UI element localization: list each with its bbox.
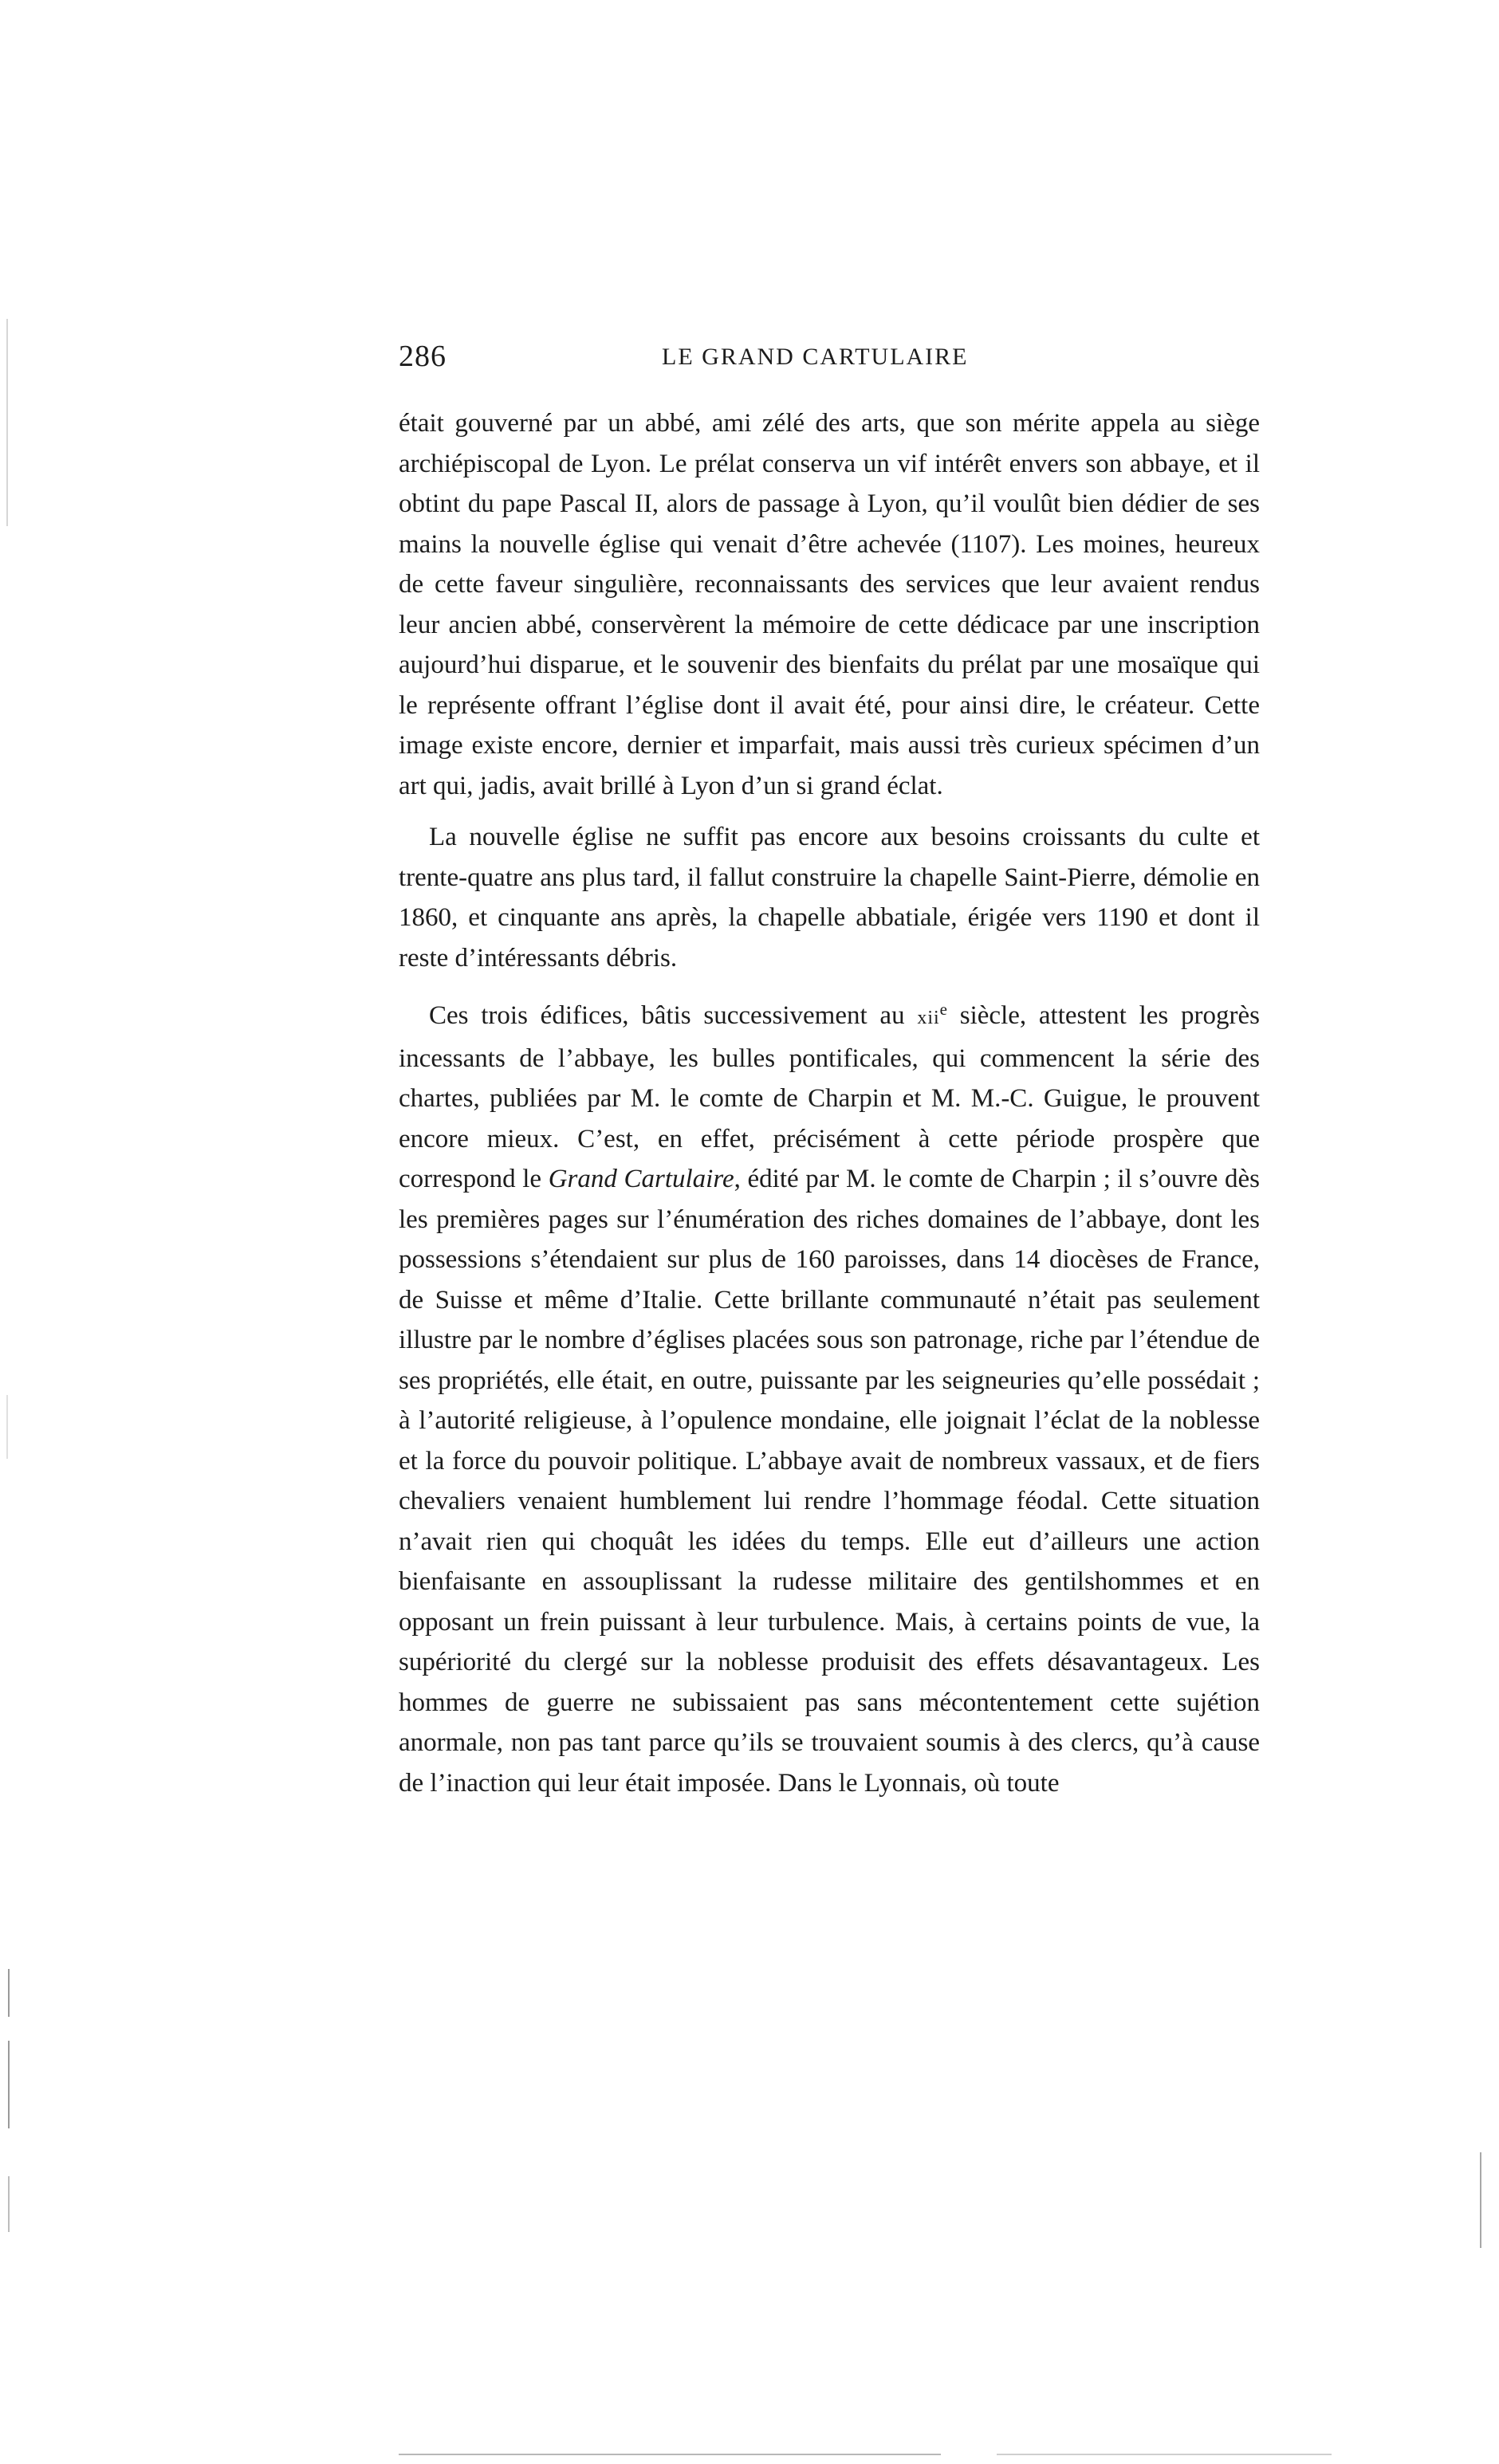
- paragraph-3-part-c: , édité par M. le comte de Charpin ; il s’ouvre dès les premières pages sur l’énumération des riches domaines de l’abbaye, dont les possessions s’étendaient sur plus de 160 paroisses, dans 14 diocèses de France, de Suisse et même d’Italie. Cette brillante communauté n’était pas seulement illustre par le nombre d’églises placées sous son patronage, riche par l’étendue de ses propriétés, elle était, en outre, puissante par les seigneuries qu’elle possédait ; à l’autorité religieuse, à l’opulence mondaine, elle joignait l’éclat de la noblesse et la force du pouvoir politique. L’abbaye avait de nombreux vassaux, et de fiers chevaliers venaient humblement lui rendre l’hommage féodal. Cette situation n’avait rien qui choquât les idées du temps. Elle eut d’ailleurs une action bienfaisante en assouplissant la rudesse militaire des gentilshommes et en opposant un frein puissant à leur turbulence. Mais, à certains points de vue, la supériorité du clergé sur la noblesse produisit des effets désavantageux. Les hommes de guerre ne subissaient pas sans mécontentement cette sujétion anormale, non pas tant parce qu’ils se trouvaient soumis à des clercs, qu’à cause de l’inaction qui leur était imposée. Dans le Lyonnais, où toute: [399, 1165, 1261, 1798]
- body-text: [399, 403, 1260, 1803]
- page-number: 286: [399, 340, 447, 373]
- page-header: [399, 339, 1260, 379]
- left-margin-mark: [8, 1969, 10, 2017]
- bottom-scan-edge: [997, 2454, 1332, 2455]
- paragraph-3-part-a: Ces trois édifices, bâtis successivement au: [429, 1001, 918, 1030]
- running-title: LE GRAND CARTULAIRE: [662, 344, 969, 370]
- paragraph-2: La nouvelle église ne suffit pas encore aux besoins croissants du culte et trente-quatre ans plus tard, il fallut construire la chapelle Saint-Pierre, démolie en 1860, et cinquante ans après, la chapelle abbatiale, érigée vers 1190 et dont il reste d’intéressants débris.: [399, 823, 1260, 973]
- left-margin-mark: [6, 1395, 8, 1459]
- paragraph-3-part-b: siècle, attestent les progrès incessants de l’abbaye, les bulles pontificales, qui commencent la série des chartes, publiées par M. le comte de Charpin et M. M.-C. Guigue, le prouvent encore mieux. C’est, en effet, précisément à cette période prospère que correspond le: [399, 1001, 1260, 1193]
- paragraph-1: était gouverné par un abbé, ami zélé des arts, que son mérite appela au siège archiépiscopal de Lyon. Le prélat conserva un vif intérêt envers son abbaye, et il obtint du pape Pascal II, alors de passage à Lyon, qu’il voulût bien dédier de ses mains la nouvelle église qui venait d’être achevée (1107). Les moines, heureux de cette faveur singulière, reconnaissants des services que leur avaient rendus leur ancien abbé, conservèrent la mémoire de cette dédicace par une inscription aujourd’hui disparue, et le souvenir des bienfaits du prélat par une mosaïque qui le représente offrant l’église dont il avait été, pour ainsi dire, le créateur. Cette image existe encore, dernier et imparfait, mais aussi très curieux spécimen d’un art qui, jadis, avait brillé à Lyon d’un si grand éclat.: [399, 409, 1260, 800]
- paragraph-3: [399, 989, 1260, 1803]
- left-margin-mark: [8, 2176, 10, 2232]
- century-numeral: xii: [917, 1008, 940, 1028]
- left-margin-mark: [6, 319, 8, 526]
- right-margin-mark: [1480, 2152, 1481, 2248]
- century-superscript: e: [939, 1000, 947, 1019]
- bottom-scan-edge: [399, 2454, 941, 2455]
- book-title: Grand Cartulaire: [548, 1165, 734, 1193]
- left-margin-mark: [8, 2041, 10, 2128]
